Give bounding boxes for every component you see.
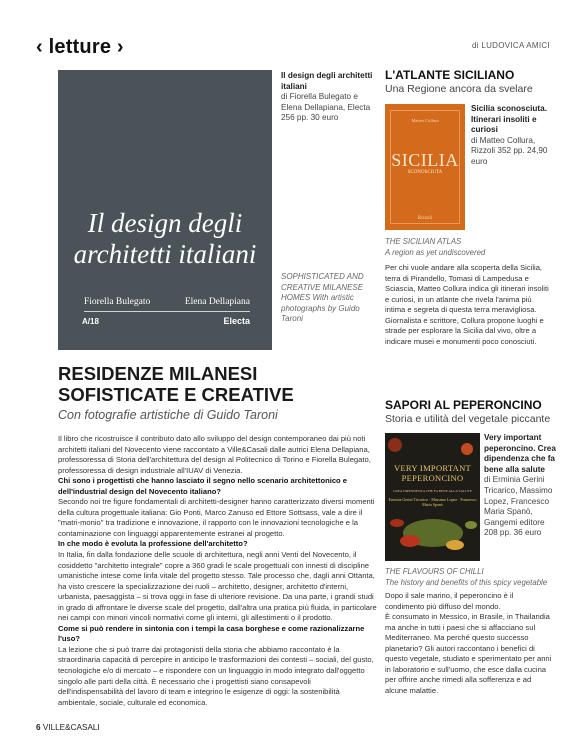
pepper-credit-title: THE FLAVOURS OF CHILLI — [385, 567, 484, 576]
pepper-body — [385, 591, 553, 696]
article-paragraph: In Italia, fin dalla fondazione delle scuole di architettura, negli anni Venti del Novecento, il cosiddetto "architetto integrale" copre a 360 gradi le scale progettuali con innesti di discipline umanistiche intese come linfa vitale del progetto stesso. Tale processo che, dagli anni Ottanta, ha visto crescere la specializzazione dei ruoli – architetto, designer, architetto d'interni, urbanista, paesaggista – si trova oggi in fase di ulteriore revisione. Da una parte, i grandi studi in grado di affrontare le diverse scale del progetto, dall'altra una pratica più fluida, in particolare nei campi con minori vincoli normativi come gli interni, gli allestimenti o il prodotto. — [58, 550, 377, 623]
article-body — [58, 434, 378, 708]
pepper-paragraph: Dopo il sale marino, il peperoncino è il condimento più diffuso del mondo. — [385, 591, 514, 611]
pepper-book-cover — [385, 433, 480, 561]
cover-title: Il design degli architetti italiani — [73, 208, 257, 269]
sicily-subtitle: Una Regione ancora da svelare — [385, 83, 533, 95]
sicily-credit-title: THE SICILIAN ATLAS — [385, 237, 462, 246]
sicily-caption — [471, 104, 551, 168]
sicily-paragraph: Per chi vuole andare alla scoperta della Sicilia, terra di Pirandello, Tomasi di Lampedusa e Sciascia, Matteo Collura indica gli itinerari insoliti e curiosi, in un atlante che rivela l'anima più intima e segreta di questa terra meravigliosa. — [385, 263, 549, 315]
sicily-cover-subtitle: SCONOSCIUTA — [407, 170, 443, 175]
article-paragraph: La lezione che si può trarre dai protagonisti della storia che abbiamo raccontato è la straordinaria capacità di percepire in anticipo le trasformazioni dei contesti – sociali, del gusto, tecnologiche e/o di mercato – e rispondere con un linguaggio in modo integrato dall'oggetto singolo alle parti della città. È necessario che i progettisti siano consapevoli dell'indispensabilità del lavoro di team e integrino le esigenze di oggi: la sostenibilità ambientale, sociale, culturale ed economica. — [58, 644, 374, 707]
cover-author-2: Elena Dellapiana — [184, 297, 250, 307]
magazine-name: VILLE&CASALI — [42, 723, 100, 732]
sicily-title: L'ATLANTE SICILIANO — [385, 68, 515, 82]
pepper-cover-subtitle: CREA DIPENDENZA CHE FA BENE ALLA SALUTE — [393, 489, 472, 493]
main-book-caption-details: di Fiorella Bulegato e Elena Dellapiana, Electa 256 pp. 30 euro — [281, 92, 371, 122]
sicily-cover-author: Matteo Collura — [411, 118, 439, 123]
sicily-book-cover — [385, 104, 465, 230]
pepper-caption-title: Very important peperoncino. Crea dipendenza che fa bene alla salute — [484, 433, 556, 474]
page-footer — [36, 723, 100, 732]
sicily-cover-title: SICILIA — [391, 150, 459, 170]
cover-divider — [84, 311, 250, 312]
pepper-cover-title-2: PEPERONCINO — [401, 473, 464, 483]
sicily-paragraph: Giornalista e scrittore, Collura propone luoghi e strade per esplorare la Sicilia dal vivo, oltre a indicare musei e monumenti poco conosciuti. — [385, 315, 544, 346]
main-book-credit: SOPHISTICATED AND CREATIVE MILANESE HOMES With artistic photographs by Guido Taroni — [281, 272, 364, 324]
sicily-cover-publisher: Rizzoli — [417, 216, 433, 221]
sicily-caption-details: di Matteo Collura, Rizzoli 352 pp. 24,90 euro — [471, 135, 548, 166]
byline: di LUDOVICA AMICI — [471, 41, 550, 50]
pepper-subtitle: Storia e utilità del vegetale piccante — [385, 413, 551, 425]
pepper-title: SAPORI AL PEPERONCINO — [385, 398, 542, 412]
sicily-credit-subtitle: A region as yet undiscovered — [385, 247, 486, 257]
sicily-body — [385, 263, 553, 347]
pepper-cover-title-1: VERY IMPORTANT — [393, 463, 472, 473]
interview-question: Come si può rendere in sintonia con i tempi la casa borghese e come razionalizzarne l'uso? — [58, 623, 365, 644]
section-title: ‹ letture › — [36, 36, 124, 58]
interview-question: Chi sono i progettisti che hanno lasciato il segno nello scenario architettonico e dell'industrial design del Novecento italiano? — [58, 476, 348, 496]
pepper-caption-details: di Erminia Gerini Tricarico, Massimo Lopez, Francesco Maria Spanò, Gangemi editore 208 pp. 36 euro — [484, 475, 553, 538]
main-book-cover — [58, 70, 272, 350]
interview-question: In che modo è evoluta la professione dell'architetto? — [58, 539, 248, 549]
article-subhead: Con fotografie artistiche di Guido Taroni — [58, 408, 278, 422]
cover-logo: A/18 — [82, 317, 99, 326]
main-book-caption — [281, 71, 375, 124]
sicily-caption-title: Sicilia sconosciuta. Itinerari insoliti e curiosi — [471, 104, 547, 135]
pepper-caption — [484, 433, 560, 539]
pepper-credit — [385, 567, 570, 588]
cover-publisher: Electa — [223, 316, 250, 326]
article-paragraph: Il libro che ricostruisce il contributo dato allo sviluppo del design contemporaneo dai più noti architetti italiani del Novecento viene raccontato a Ville&Casali dalle autrici Elena Dellapiana, professoressa di Storia dell'architettura del design al Politecnico di Torino e Fiorella Bulegato, professoressa di design industriale all'IUAV di Venezia. — [58, 434, 371, 475]
page-number: 6 — [36, 723, 41, 732]
cover-author-1: Fiorella Bulegato — [84, 297, 151, 307]
main-book-caption-title: Il design degli architetti italiani — [281, 71, 373, 91]
sicily-credit — [385, 237, 555, 258]
pepper-cover-authors: Erminia Gerini Tricarico · Massimo Lopez · Francesco Maria Spanò — [388, 497, 477, 507]
pepper-credit-subtitle: The history and benefits of this spicy vegetable — [385, 577, 548, 587]
pepper-paragraph: È consumato in Messico, in Brasile, in Thailandia ma anche in tutti i paesi che si affacciano sul Mediterraneo. Ma perché questo successo planetario? Gli autori raccontano i benefici di questo vegetale, studiato e sperimentato per anni in laboratorio e sull'uomo, che esce dalla cucina per offrire anche rimedi alla sofferenza e ad alcune malattie. — [385, 612, 552, 695]
pepper-cover-title — [385, 463, 480, 483]
article-headline: RESIDENZE MILANESI SOFISTICATE E CREATIVE — [58, 363, 294, 405]
article-paragraph: Secondo noi tre figure fondamentali di architetti-designer hanno caratterizzato diversi momenti della cultura progettuale italiana: Gio Ponti, Marco Zanuso ed Ettore Sottsass, vale a dire il "matri-monio" tra tradizione e innovazione, il rapporto con le innovazioni tecnologiche e la contaminazione con linguaggi apparentemente estranei al progetto. — [58, 497, 375, 538]
